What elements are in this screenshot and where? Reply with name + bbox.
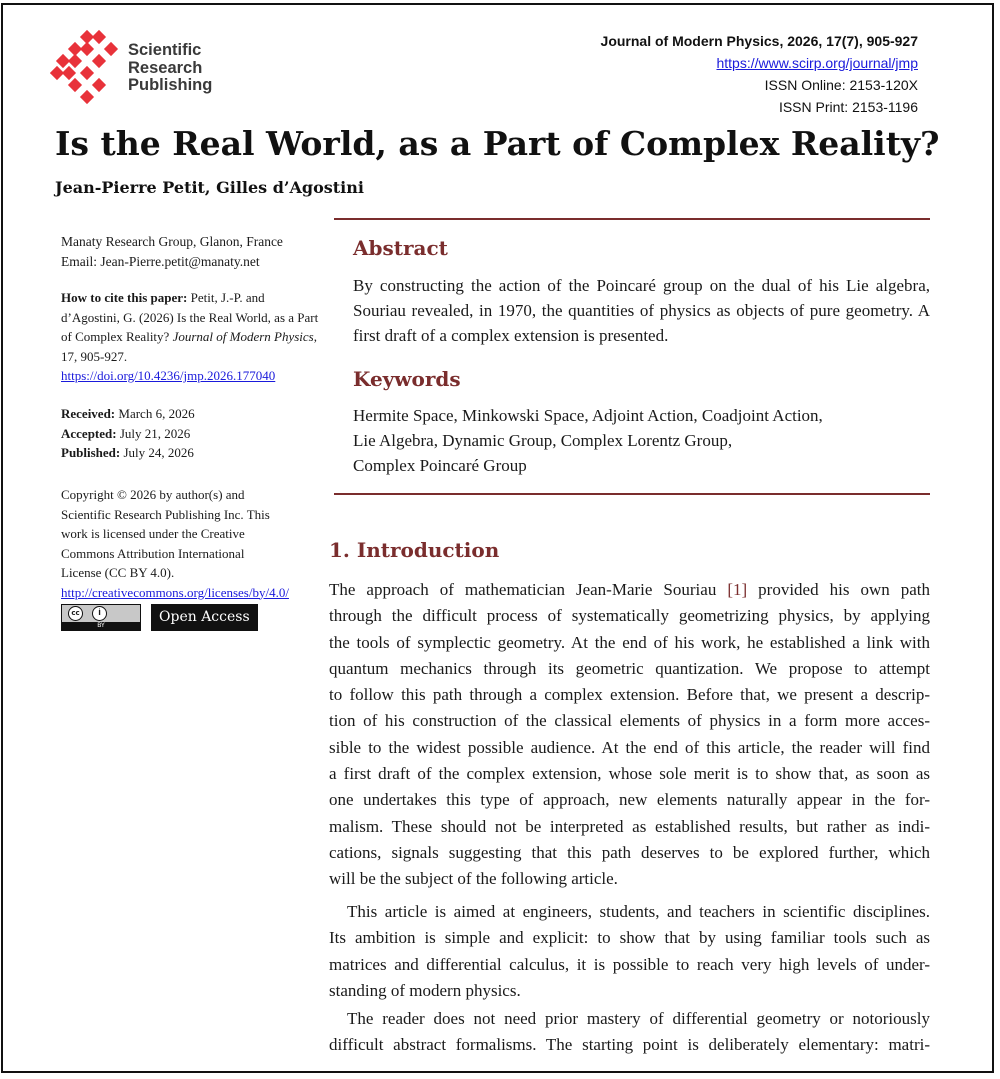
affiliation-text: Manaty Research Group, Glanon, France <box>61 234 283 249</box>
introduction-body <box>329 577 930 893</box>
text-line: tion of his construction of the classical elements of physics in a form more acces- <box>329 711 930 731</box>
cite-label: How to cite this paper: <box>61 290 188 305</box>
received-date: March 6, 2026 <box>118 406 195 421</box>
open-access-badge: Open Access <box>151 604 258 631</box>
keywords-list <box>353 403 933 478</box>
published-label: Published: <box>61 445 121 460</box>
issn-online: ISSN Online: 2153-120X <box>764 77 918 93</box>
published-date: July 24, 2026 <box>123 445 194 460</box>
publication-dates <box>61 404 336 463</box>
text-line: a first draft of the complex extension, whose sole merit is to show that, as soon as <box>329 764 930 784</box>
keywords-line: Lie Algebra, Dynamic Group, Complex Lorentz Group, <box>353 431 733 450</box>
text-line: cations, signals suggesting that this path deserves to be explored further, which <box>329 842 930 862</box>
cite-tail: , 17, 905-927. <box>61 329 317 364</box>
copyright-text: Copyright © 2026 by author(s) and Scientific Research Publishing Inc. This work is licensed under the Creative Commons Attribution International License (CC BY 4.0). <box>61 487 270 580</box>
journal-url-link[interactable]: https://www.scirp.org/journal/jmp <box>716 55 918 71</box>
introduction-heading: 1. Introduction <box>329 538 500 562</box>
text-line: one undertakes this type of approach, new elements naturally appear in the for- <box>329 790 930 810</box>
keywords-line: Hermite Space, Minkowski Space, Adjoint Action, Coadjoint Action, <box>353 406 823 425</box>
text-line: through the difficult process of systematically geometrizing physics, by applying <box>329 606 930 626</box>
copyright-notice <box>61 485 289 602</box>
publisher-name: Scientific Research Publishing <box>128 41 213 94</box>
text-line: The approach of mathematician Jean-Marie Souriau [1] provided his own path <box>329 580 930 599</box>
text-line: matrices and differential calculus, it is possible to reach very high levels of under- <box>329 954 930 974</box>
cite-journal: Journal of Modern Physics <box>172 329 314 344</box>
text-line: will be the subject of the following article. <box>329 869 618 889</box>
abstract-bottom-rule <box>334 493 930 495</box>
journal-citation: Journal of Modern Physics, 2026, 17(7), 905-927 <box>600 33 918 49</box>
abstract-text: By constructing the action of the Poincaré group on the dual of his Lie algebra, Souriau revealed, in 1970, the quantities of physics as objects of pure geometry. A first draft of a complex extension is presented. <box>353 276 930 345</box>
license-link[interactable]: http://creativecommons.org/licenses/by/4.0/ <box>61 584 289 600</box>
article-title: Is the Real World, as a Part of Complex Reality? <box>55 124 940 163</box>
text-line: quantum mechanics through its geometric quantization. We propose to attempt <box>329 658 930 678</box>
abstract-top-rule <box>334 218 930 220</box>
text-line: sible to the widest possible audience. At the end of this article, the reader will find <box>329 737 930 757</box>
text-line: Its ambition is simple and explicit: to show that by using familiar tools such as <box>329 928 930 948</box>
introduction-paragraph-3 <box>329 1006 930 1059</box>
accepted-date: July 21, 2026 <box>119 425 191 441</box>
cite-text: Petit, J.-P. and d’Agostini, G. (2026) Is the Real World, as a Part of Complex Reality? <box>61 290 319 344</box>
text-line: the tools of symplectic geometry. At the end of his work, he established a link with <box>329 632 930 652</box>
text-line: difficult abstract formalisms. The starting point is deliberately elementary: matri- <box>329 1035 930 1055</box>
how-to-cite <box>61 288 323 386</box>
issn-print: ISSN Print: 2153-1196 <box>778 99 918 115</box>
cc-by-badge[interactable] <box>61 604 141 631</box>
cc-icon: cc <box>68 606 83 621</box>
keywords-heading: Keywords <box>353 367 461 391</box>
abstract-heading: Abstract <box>353 236 448 260</box>
journal-info <box>601 30 918 118</box>
cc-by-label: BY <box>62 622 140 630</box>
doi-link[interactable]: https://doi.org/10.4236/jmp.2026.177040 <box>61 368 276 383</box>
person-icon: İ <box>92 606 107 621</box>
scirp-logo-icon <box>50 28 122 110</box>
publisher-logo <box>50 28 270 110</box>
author-affiliation <box>61 232 336 271</box>
text-line: standing of modern physics. <box>329 980 521 1000</box>
accepted-label: Accepted: <box>61 425 117 441</box>
license-badges <box>61 604 311 632</box>
received-label: Received: <box>61 406 116 421</box>
text-line: The reader does not need prior mastery of differential geometry or notoriously <box>347 1009 930 1028</box>
text-line: This article is aimed at engineers, students, and teachers in scientific disciplines. <box>347 902 930 921</box>
citation-ref[interactable]: [1] <box>727 580 748 599</box>
keywords-line: Complex Poincaré Group <box>353 456 527 475</box>
introduction-paragraph-2 <box>329 899 930 1004</box>
article-authors: Jean-Pierre Petit, Gilles d’Agostini <box>55 178 364 197</box>
text-line: malism. These should not be interpreted as established results, but rather as indi- <box>329 816 930 836</box>
text-line: to follow this path through a complex extension. Before that, we present a descrip- <box>329 685 930 705</box>
email-text: Email: Jean-Pierre.petit@manaty.net <box>61 253 260 269</box>
